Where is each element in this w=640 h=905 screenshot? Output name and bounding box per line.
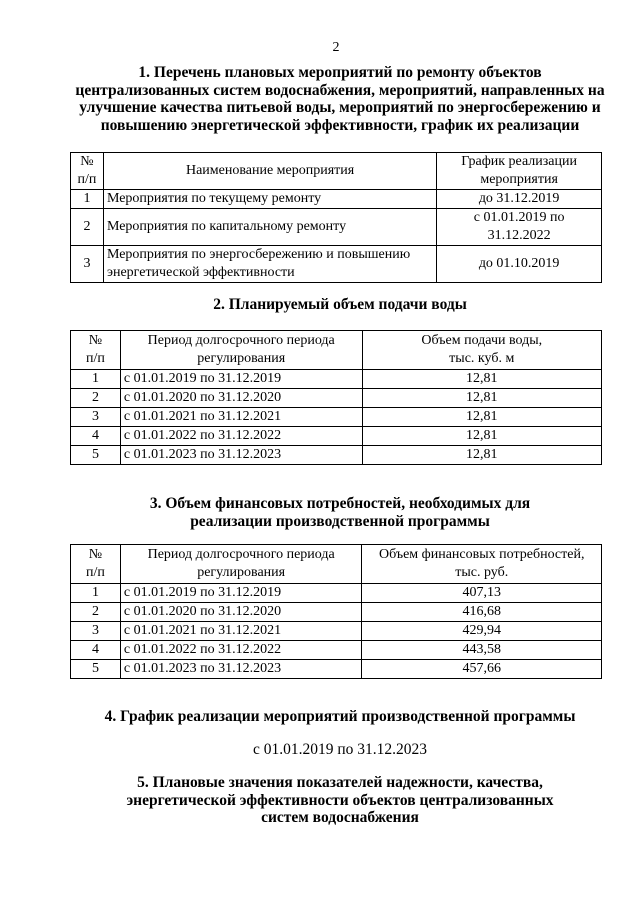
section1-title-line: 1. Перечень плановых мероприятий по ремонту объектов	[138, 64, 542, 81]
water-supply-table	[70, 330, 602, 465]
row-value: 12,81	[362, 427, 602, 446]
row-value: 429,94	[362, 622, 602, 641]
header-value: Объем подачи воды, тыс. куб. м	[362, 331, 602, 370]
table-header-row	[71, 331, 602, 370]
row-value: 407,13	[362, 584, 602, 603]
row-period: с 01.01.2020 по 31.12.2020	[120, 603, 362, 622]
row-name: Мероприятия по энергосбережению и повышению энергетической эффективности	[103, 246, 436, 283]
header-period: Период долгосрочного периода регулирования	[120, 545, 362, 584]
measures-table	[70, 152, 602, 283]
row-period: с 01.01.2023 по 31.12.2023	[120, 660, 362, 679]
table-row	[71, 427, 602, 446]
row-num: 2	[71, 603, 121, 622]
row-value: 12,81	[362, 446, 602, 465]
row-period: с 01.01.2021 по 31.12.2021	[120, 408, 362, 427]
row-num: 3	[71, 622, 121, 641]
row-num: 3	[71, 246, 104, 283]
row-num: 5	[71, 660, 121, 679]
row-period: с 01.01.2023 по 31.12.2023	[120, 446, 362, 465]
table-row	[71, 246, 602, 283]
table-row	[71, 209, 602, 246]
section4-title: 4. График реализации мероприятий производственной программы	[104, 708, 576, 725]
row-num: 4	[71, 641, 121, 660]
table-row	[71, 660, 602, 679]
row-num: 3	[71, 408, 121, 427]
row-value: 457,66	[362, 660, 602, 679]
section1-title-line: централизованных систем водоснабжения, мероприятий, направленных на	[75, 81, 605, 99]
row-schedule: с 01.01.2019 по 31.12.2022	[437, 209, 602, 246]
row-num: 1	[71, 370, 121, 389]
row-schedule: до 31.12.2019	[437, 190, 602, 209]
section3-title: 3. Объем финансовых потребностей, необходимых для реализации производственной программы	[149, 495, 531, 530]
section5-title: 5. Плановые значения показателей надежности, качества, энергетической эффективности объектов централизованных систем водоснабжения	[126, 774, 554, 826]
table-row	[71, 408, 602, 427]
row-value: 12,81	[362, 370, 602, 389]
table-row	[71, 190, 602, 209]
table-row	[71, 370, 602, 389]
row-num: 1	[71, 584, 121, 603]
row-num: 2	[71, 209, 104, 246]
table-header-row	[71, 153, 602, 190]
row-num: 2	[71, 389, 121, 408]
row-name: Мероприятия по текущему ремонту	[103, 190, 436, 209]
row-schedule: до 01.10.2019	[437, 246, 602, 283]
table-row	[71, 622, 602, 641]
section1-title-line: улучшение качества питьевой воды, мероприятий по энергосбережению и	[79, 99, 601, 116]
header-schedule: График реализации мероприятия	[437, 153, 602, 190]
row-num: 1	[71, 190, 104, 209]
table-header-row	[71, 545, 602, 584]
row-value: 12,81	[362, 389, 602, 408]
header-num: № п/п	[71, 153, 104, 190]
table-row	[71, 584, 602, 603]
section4-period: с 01.01.2019 по 31.12.2023	[252, 741, 428, 758]
table-row	[71, 389, 602, 408]
header-num: № п/п	[71, 545, 121, 584]
row-period: с 01.01.2022 по 31.12.2022	[120, 641, 362, 660]
row-value: 416,68	[362, 603, 602, 622]
table-row	[71, 603, 602, 622]
table-row	[71, 641, 602, 660]
table-row	[71, 446, 602, 465]
finance-table	[70, 544, 602, 679]
row-value: 12,81	[362, 408, 602, 427]
row-name: Мероприятия по капитальному ремонту	[103, 209, 436, 246]
row-value: 443,58	[362, 641, 602, 660]
header-value: Объем финансовых потребностей, тыс. руб.	[362, 545, 602, 584]
page-number: 2	[332, 40, 340, 55]
section1-title-line: повышению энергетической эффективности, график их реализации	[100, 116, 580, 134]
row-period: с 01.01.2022 по 31.12.2022	[120, 427, 362, 446]
section2-title: 2. Планируемый объем подачи воды	[213, 296, 467, 313]
header-name: Наименование мероприятия	[103, 153, 436, 190]
row-period: с 01.01.2019 по 31.12.2019	[120, 584, 362, 603]
row-num: 4	[71, 427, 121, 446]
section1-title	[60, 64, 620, 134]
header-period: Период долгосрочного периода регулирования	[120, 331, 362, 370]
row-period: с 01.01.2021 по 31.12.2021	[120, 622, 362, 641]
row-period: с 01.01.2020 по 31.12.2020	[120, 389, 362, 408]
header-num: № п/п	[71, 331, 121, 370]
row-period: с 01.01.2019 по 31.12.2019	[120, 370, 362, 389]
row-num: 5	[71, 446, 121, 465]
